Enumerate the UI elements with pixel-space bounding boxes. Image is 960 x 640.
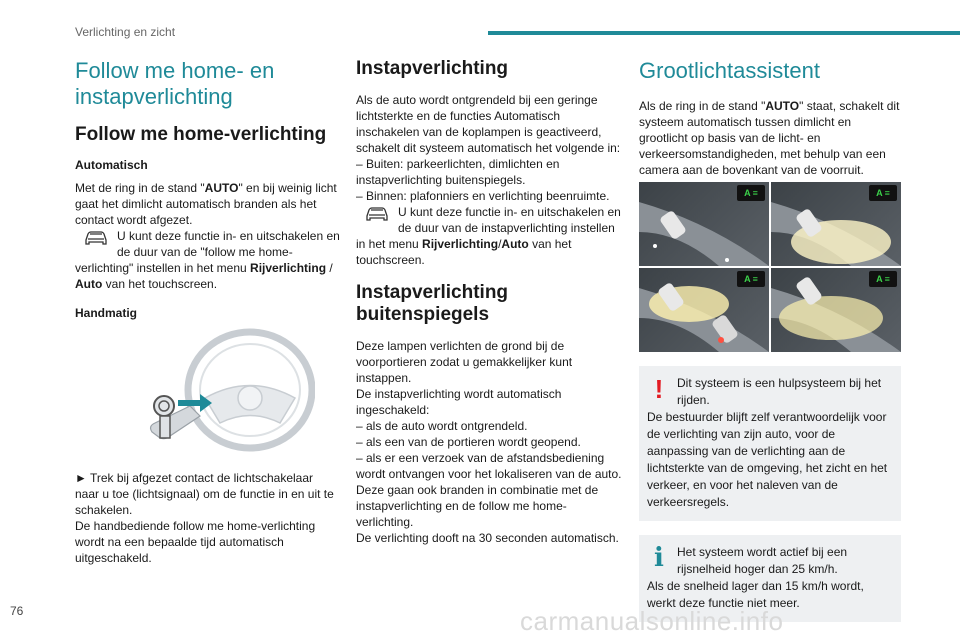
list-item-remote: – als er een verzoek van de afstandsbediening wordt ontvangen voor het lokaliseren van de auto. <box>356 451 622 481</box>
warning-box <box>639 366 901 521</box>
paragraph-mirror-1: Deze lampen verlichten de grond bij de voorportieren zodat u gemakkelijker kunt instappen. <box>356 339 573 385</box>
info-text-2: Als de snelheid lager dan 15 km/h wordt, werkt deze functie niet meer. <box>647 579 864 610</box>
page-number: 76 <box>10 604 24 618</box>
paragraph-mirror-4: De verlichting dooft na 30 seconden automatisch. <box>356 531 619 545</box>
paragraph-assist: Als de ring in de stand "AUTO" staat, schakelt dit systeem automatisch tussen dimlicht en grootlicht op basis van de licht- en verkeersomstandigheden, met behulp van een camera aan de bovenkant van de voorruit. <box>639 99 900 177</box>
heading-instapverlichting: Instapverlichting <box>356 58 509 79</box>
paragraph-auto: Met de ring in de stand "AUTO" en bij weinig licht gaat het dimlicht automatisch branden als het contact wordt afgezet. <box>75 181 337 227</box>
high-beam-illustration-grid <box>639 182 901 352</box>
watermark: carmanualsonline.info <box>520 606 784 636</box>
paragraph-mirror-2: De instapverlichting wordt automatisch ingeschakeld: <box>356 387 562 417</box>
section-title-grootlichtassistent: Grootlichtassistent <box>639 58 820 83</box>
list-item-unlocked: – als de auto wordt ontgrendeld. <box>356 419 528 433</box>
car-icon <box>364 206 390 222</box>
heading-handmatig: Handmatig <box>75 306 138 320</box>
info-text-1: Het systeem wordt actief bij een rijsnelheid hoger dan 25 km/h. <box>677 545 848 576</box>
scene-tile-4 <box>771 268 901 352</box>
headlight-indicator-icon: A ≡ <box>737 185 765 201</box>
section-title-follow-me-home: Follow me home- en instapverlichting <box>75 58 275 109</box>
scene-tile-1 <box>639 182 769 266</box>
heading-instapverlichting-buitenspiegels: Instapverlichting buitenspiegels <box>356 282 509 325</box>
headlight-indicator-icon: A ≡ <box>869 185 897 201</box>
running-header: Verlichting en zicht <box>75 25 176 39</box>
warning-text-2: De bestuurder blijft zelf verantwoordelijk voor de verlichting van zijn auto, voor de aanpassing van de verlichting aan de lichtsterkte van de omgeving, het zicht en het verkeer, en voor het naleven van de verkeersregels. <box>647 410 888 509</box>
list-item-outside: – Buiten: parkeerlichten, dimlichten en instapverlichting buitenspiegels. <box>356 157 560 187</box>
column-instapverlichting <box>356 58 622 546</box>
info-icon: i <box>654 543 664 573</box>
paragraph-insta-intro: Als de auto wordt ontgrendeld bij een geringe lichtsterkte en de functies Automatisch inschakelen van de koplampen is geactiveerd, schakelt dit systeem automatisch het volgende in: <box>356 93 621 155</box>
note-touchscreen-insta: U kunt deze functie in- en uitschakelen en de duur van de instapverlichting instellen in het menu Rijverlichting/Auto van het touchscreen. <box>356 205 621 267</box>
column-follow-me-home <box>75 58 340 566</box>
warning-exclamation-icon: ! <box>654 374 664 404</box>
column-grootlichtassistent <box>639 58 901 636</box>
car-icon <box>83 230 109 246</box>
paragraph-manual: ► Trek bij afgezet contact de lichtschakelaar naar u toe (lichtsignaal) om de functie in en uit te schakelen. <box>75 471 334 517</box>
list-item-door-opened: – als een van de portieren wordt geopend. <box>356 435 581 449</box>
headlight-indicator-icon: A ≡ <box>737 271 765 287</box>
steering-wheel-illustration <box>130 328 315 458</box>
scene-tile-2 <box>771 182 901 266</box>
paragraph-mirror-3: Deze gaan ook branden in combinatie met de instapverlichting en de follow me home-verlichting. <box>356 483 599 529</box>
warning-text-1: Dit systeem is een hulpsysteem bij het rijden. <box>677 376 882 407</box>
headlight-indicator-icon: A ≡ <box>869 271 897 287</box>
heading-automatisch: Automatisch <box>75 158 148 172</box>
note-touchscreen-follow: U kunt deze functie in- en uitschakelen en de duur van de "follow me home-verlichting" instellen in het menu Rijverlichting / Auto van het touchscreen. <box>75 229 340 291</box>
paragraph-manual-2: De handbediende follow me home-verlichting wordt na een bepaalde tijd automatisch uitgeschakeld. <box>75 519 316 565</box>
scene-tile-3 <box>639 268 769 352</box>
header-rule <box>488 31 960 35</box>
heading-follow-me-home: Follow me home-verlichting <box>75 124 327 145</box>
list-item-inside: – Binnen: plafonniers en verlichting beenruimte. <box>356 189 610 203</box>
